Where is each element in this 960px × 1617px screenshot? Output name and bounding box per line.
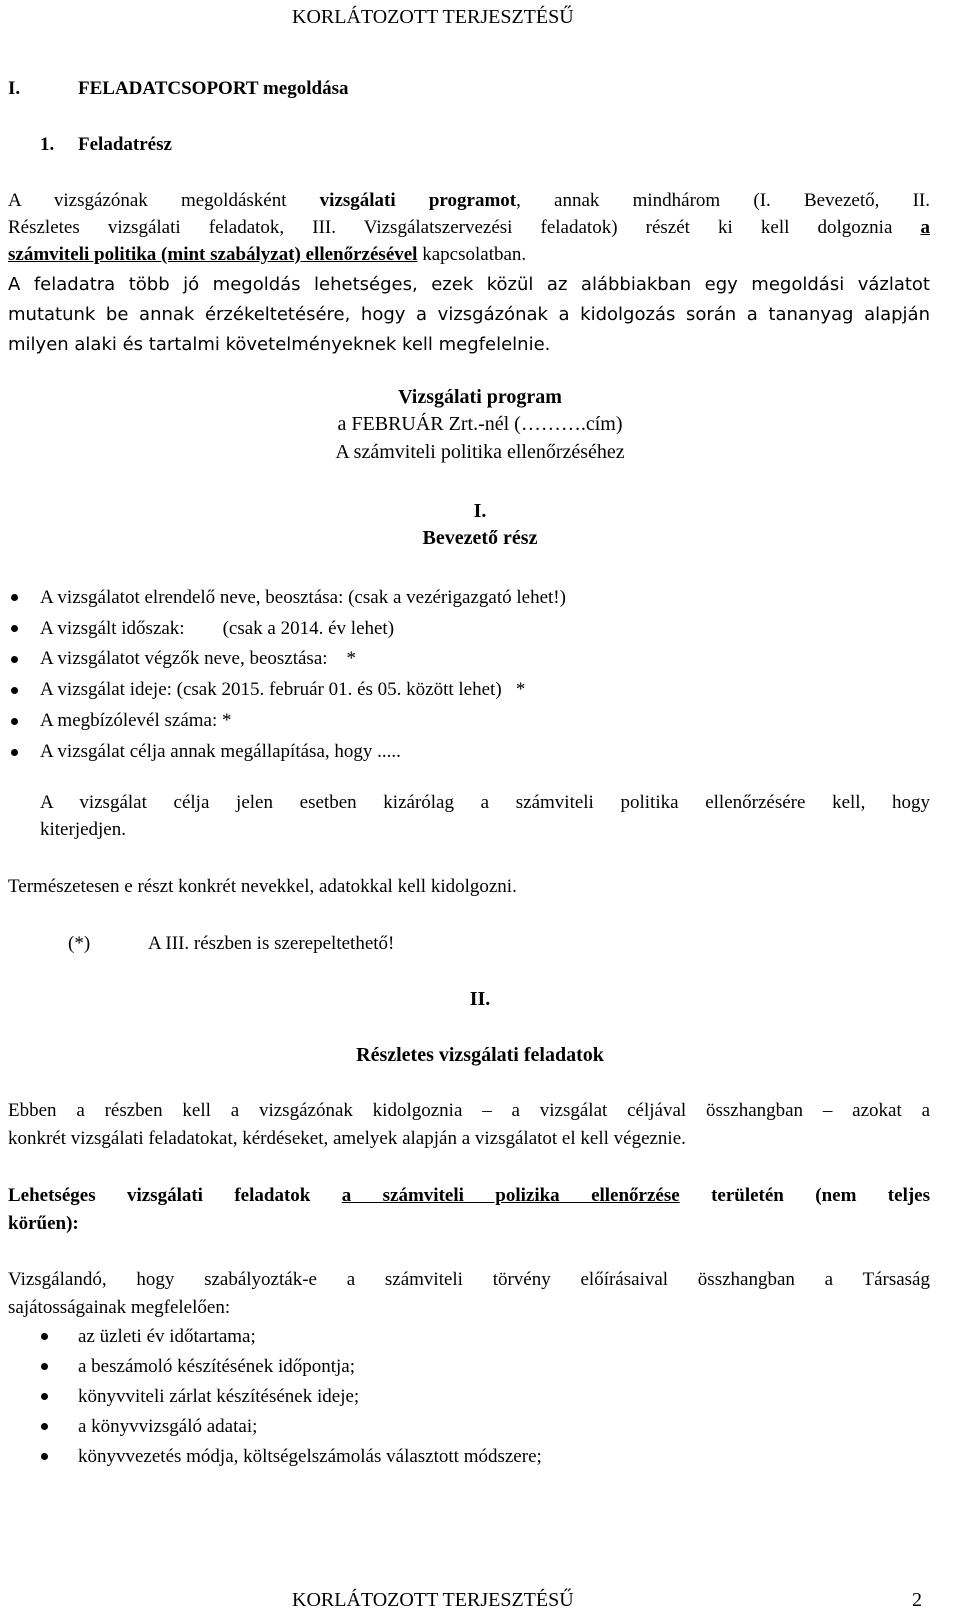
- part2-item-3: könyvviteli zárlat készítésének ideje;: [78, 1386, 360, 1407]
- bullet-icon: [41, 1453, 48, 1460]
- intro-line-2: Részletes vizsgálati feladatok, III. Vizsgálatszervezési feladatok) részét ki kell dolgoznia a: [8, 217, 930, 238]
- part1-bullet-5: A megbízólevél száma: *: [40, 710, 232, 731]
- section-title: FELADATCSOPORT megoldása: [78, 78, 349, 99]
- part1-bullet-4: A vizsgálat ideje: (csak 2015. február 01. és 05. között lehet) *: [40, 679, 526, 700]
- footer-classification: KORLÁTOZOTT TERJESZTÉSŰ: [292, 1589, 574, 1611]
- part1-bullet-1: A vizsgálatot elrendelő neve, beosztása: (csak a vezérigazgató lehet!): [40, 587, 566, 608]
- bullet-icon: [41, 1363, 48, 1370]
- explanation-line-1: A feladatra több jó megoldás lehetséges, ezek közül az alábbiakban egy megoldási vázlatot: [8, 274, 930, 295]
- part2-item-1: az üzleti év időtartama;: [78, 1326, 256, 1347]
- bullet-icon: [11, 625, 18, 632]
- intro-line-3: számviteli politika (mint szabályzat) ellenőrzésével kapcsolatban.: [8, 244, 527, 265]
- page-number: 2: [912, 1589, 922, 1611]
- part1-goal-line-2: kiterjedjen.: [40, 819, 126, 840]
- part2-item-2: a beszámoló készítésének időpontja;: [78, 1356, 355, 1377]
- part1-note-text: A III. részben is szerepeltethető!: [148, 933, 395, 954]
- part2-title: Részletes vizsgálati feladatok: [356, 1044, 604, 1066]
- bullet-icon: [41, 1423, 48, 1430]
- subsection-title: Feladatrész: [78, 134, 172, 155]
- bullet-icon: [11, 656, 18, 663]
- part2-item-4: a könyvvizsgáló adatai;: [78, 1416, 258, 1437]
- part2-paragraph-2-line-1: Lehetséges vizsgálati feladatok a számviteli polizika ellenőrzése területén (nem teljes: [8, 1185, 930, 1206]
- section-number: I.: [8, 78, 21, 99]
- part2-number: II.: [469, 988, 491, 1010]
- explanation-line-3: milyen alaki és tartalmi követelményeknek kell megfelelnie.: [8, 334, 551, 355]
- program-purpose: A számviteli politika ellenőrzéséhez: [335, 441, 625, 463]
- intro-line-1: A vizsgázónak megoldásként vizsgálati programot, annak mindhárom (I. Bevezető, II.: [8, 190, 930, 211]
- program-company: a FEBRUÁR Zrt.-nél (……….cím): [337, 413, 623, 435]
- bullet-icon: [11, 687, 18, 694]
- subsection-number: 1.: [40, 134, 55, 155]
- part2-paragraph-2-line-2: körűen):: [8, 1213, 79, 1234]
- header-classification: KORLÁTOZOTT TERJESZTÉSŰ: [292, 6, 574, 28]
- part1-note-mark: (*): [68, 933, 91, 954]
- part1-number: I.: [473, 500, 487, 522]
- part1-bullet-2: A vizsgált időszak: (csak a 2014. év lehet): [40, 618, 395, 639]
- explanation-line-2: mutatunk be annak érzékeltetésére, hogy a vizsgázónak a kidolgozás során a tananyag alapján: [8, 304, 930, 325]
- part1-bullet-3: A vizsgálatot végzők neve, beosztása: *: [40, 648, 357, 669]
- part2-item-5: könyvvezetés módja, költségelszámolás választott módszere;: [78, 1446, 542, 1467]
- bullet-icon: [11, 718, 18, 725]
- part1-concrete-note: Természetesen e részt konkrét nevekkel, adatokkal kell kidolgozni.: [8, 876, 517, 897]
- part2-paragraph-3-line-2: sajátosságainak megfelelően:: [8, 1297, 231, 1318]
- bullet-icon: [41, 1333, 48, 1340]
- part1-title: Bevezető rész: [422, 527, 538, 549]
- part2-paragraph-1-line-2: konkrét vizsgálati feladatokat, kérdéseket, amelyek alapján a vizsgálatot el kell végeznie.: [8, 1128, 686, 1149]
- part1-bullet-6: A vizsgálat célja annak megállapítása, hogy .....: [40, 741, 401, 762]
- bullet-icon: [11, 594, 18, 601]
- bullet-icon: [11, 749, 18, 756]
- bullet-icon: [41, 1393, 48, 1400]
- program-title: Vizsgálati program: [398, 386, 562, 408]
- part1-goal-line-1: A vizsgálat célja jelen esetben kizárólag a számviteli politika ellenőrzésére kell, hogy: [40, 792, 930, 813]
- part2-paragraph-1-line-1: Ebben a részben kell a vizsgázónak kidolgoznia – a vizsgálat céljával összhangban – azokat a: [8, 1100, 930, 1121]
- part2-paragraph-3-line-1: Vizsgálandó, hogy szabályozták-e a számviteli törvény előírásaival összhangban a Társaság: [8, 1269, 930, 1290]
